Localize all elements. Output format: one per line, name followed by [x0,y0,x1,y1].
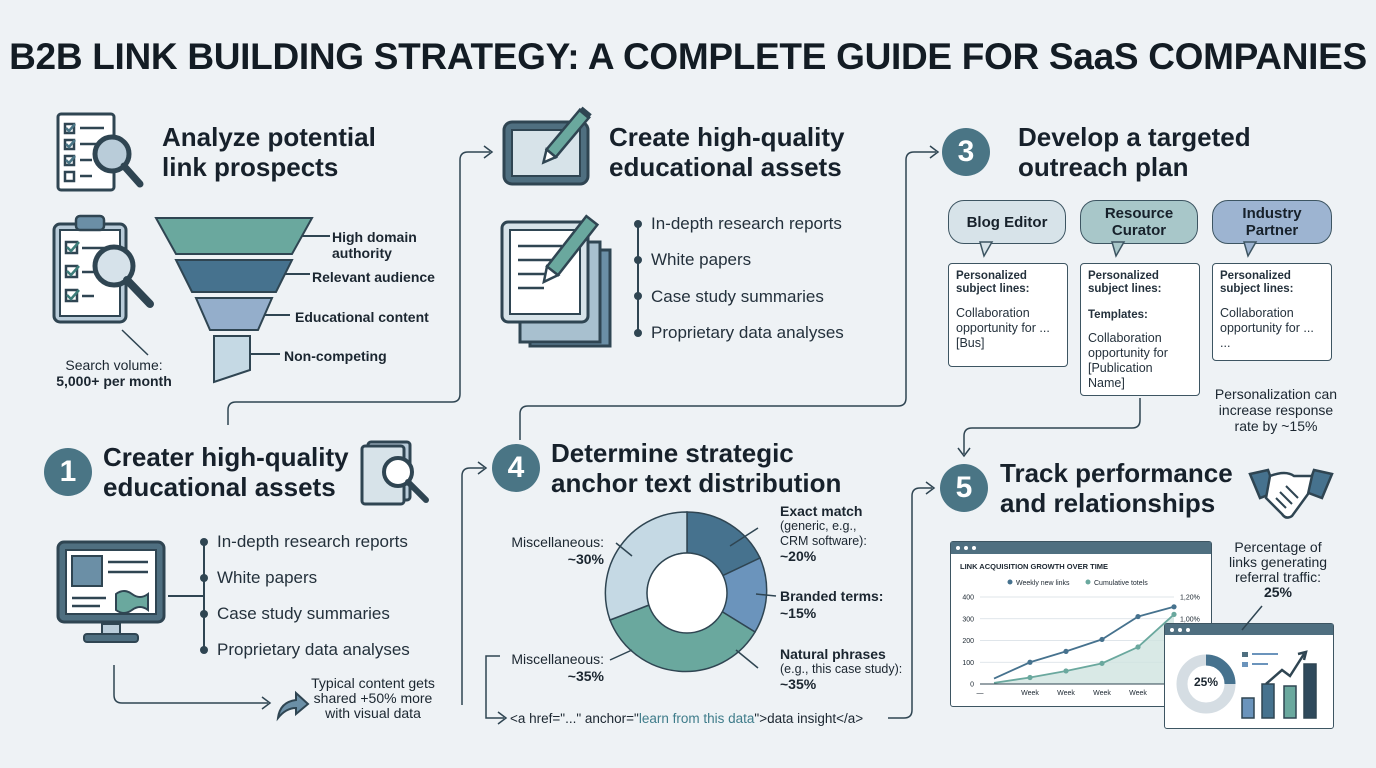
persona-resource-curator: Resource Curator [1080,200,1198,244]
y-tick-label: 0 [970,681,974,689]
y-tick-label: 300 [962,616,974,624]
page-title: B2B LINK BUILDING STRATEGY: A COMPLETE GUIDE FOR SaaS COMPANIES [9,36,1367,77]
analyze-heading: Analyze potential link prospects [162,122,376,182]
step-3-badge: 3 [942,128,990,176]
anchor-heading: Determine strategic anchor text distribution [551,438,842,498]
create-list-item: Proprietary data analyses [651,323,844,342]
search-volume: Search volume: 5,000+ per month [56,357,172,389]
step-1-badge: 1 [44,448,92,496]
funnel-label-audience: Relevant audience [312,269,435,285]
y-tick-label: 200 [962,638,974,645]
create-list-item: White papers [651,250,752,269]
track-heading: Track performance and relationships [1000,458,1233,518]
funnel-label-educational: Educational content [295,309,429,325]
y-tick-label: 400 [962,594,974,602]
step-4-badge: 4 [492,444,540,492]
outreach-heading: Develop a targeted outreach plan [1018,122,1251,182]
y2-tick-label: 1,00% [1180,616,1200,624]
legend-label: Weekly new links [1016,580,1070,587]
step-5-badge: 5 [940,464,988,512]
donut-label-misc-35: Miscellaneous: ~35% [511,651,604,684]
create-list-item: Case study summaries [651,287,824,306]
x-tick-label: Week [1129,690,1147,697]
step1-list-item: White papers [217,568,318,587]
step1-heading: Creater high-quality educational assets [103,442,349,502]
step1-list-item: Proprietary data analyses [217,640,410,659]
x-tick-label: Week [1093,690,1111,697]
create-list-item: In-depth research reports [651,214,842,233]
referral-gauge-label: 25% [1193,675,1219,689]
x-tick-label: Week [1021,690,1039,697]
funnel-label-noncompeting: Non-competing [284,348,387,364]
funnel-label-authority: High domain authority [332,229,417,261]
create-heading: Create high-quality educational assets [609,122,845,182]
x-tick-label: Week [1057,690,1075,697]
personalization-note: Personalization can increase response rate by ~15% [1214,386,1338,434]
email-card-blog-editor: Personalized subject lines: Collaboration opportunity for ... [Bus] [948,263,1068,367]
donut-label-misc-30: Miscellaneous: ~30% [511,534,604,567]
email-card-industry-partner: Personalized subject lines: Collaboration opportunity for ... ... [1212,263,1332,361]
y-tick-label: 100 [962,659,974,667]
donut-label-branded: Branded terms: ~15% [780,588,884,621]
referral-note: Percentage of links generating referral traffic: 25% [1228,539,1328,600]
chart-title: LINK ACQUISITION GROWTH OVER TIME [960,562,1109,571]
share-note: Typical content gets shared +50% more with visual data [311,675,435,721]
x-tick-label: — [976,690,984,697]
email-card-resource-curator: Personalized subject lines: Templates: Collaboration opportunity for [Publication Name] [1080,263,1200,396]
anchor-code-example: <a href="..." anchor="learn from this data">data insight</a> [510,711,864,726]
donut-label-natural: Natural phrases (e.g., this case study): ~35% [780,646,903,692]
persona-blog-editor: Blog Editor [948,200,1066,244]
step1-list-item: In-depth research reports [217,532,408,551]
y2-tick-label: 1,20% [1180,594,1200,602]
step1-list-item: Case study summaries [217,604,390,623]
legend-label: Cumulative totels [1094,580,1148,587]
persona-industry-partner: Industry Partner [1212,200,1332,244]
donut-label-exact: Exact match (generic, e.g., CRM software): ~20% [780,503,867,564]
